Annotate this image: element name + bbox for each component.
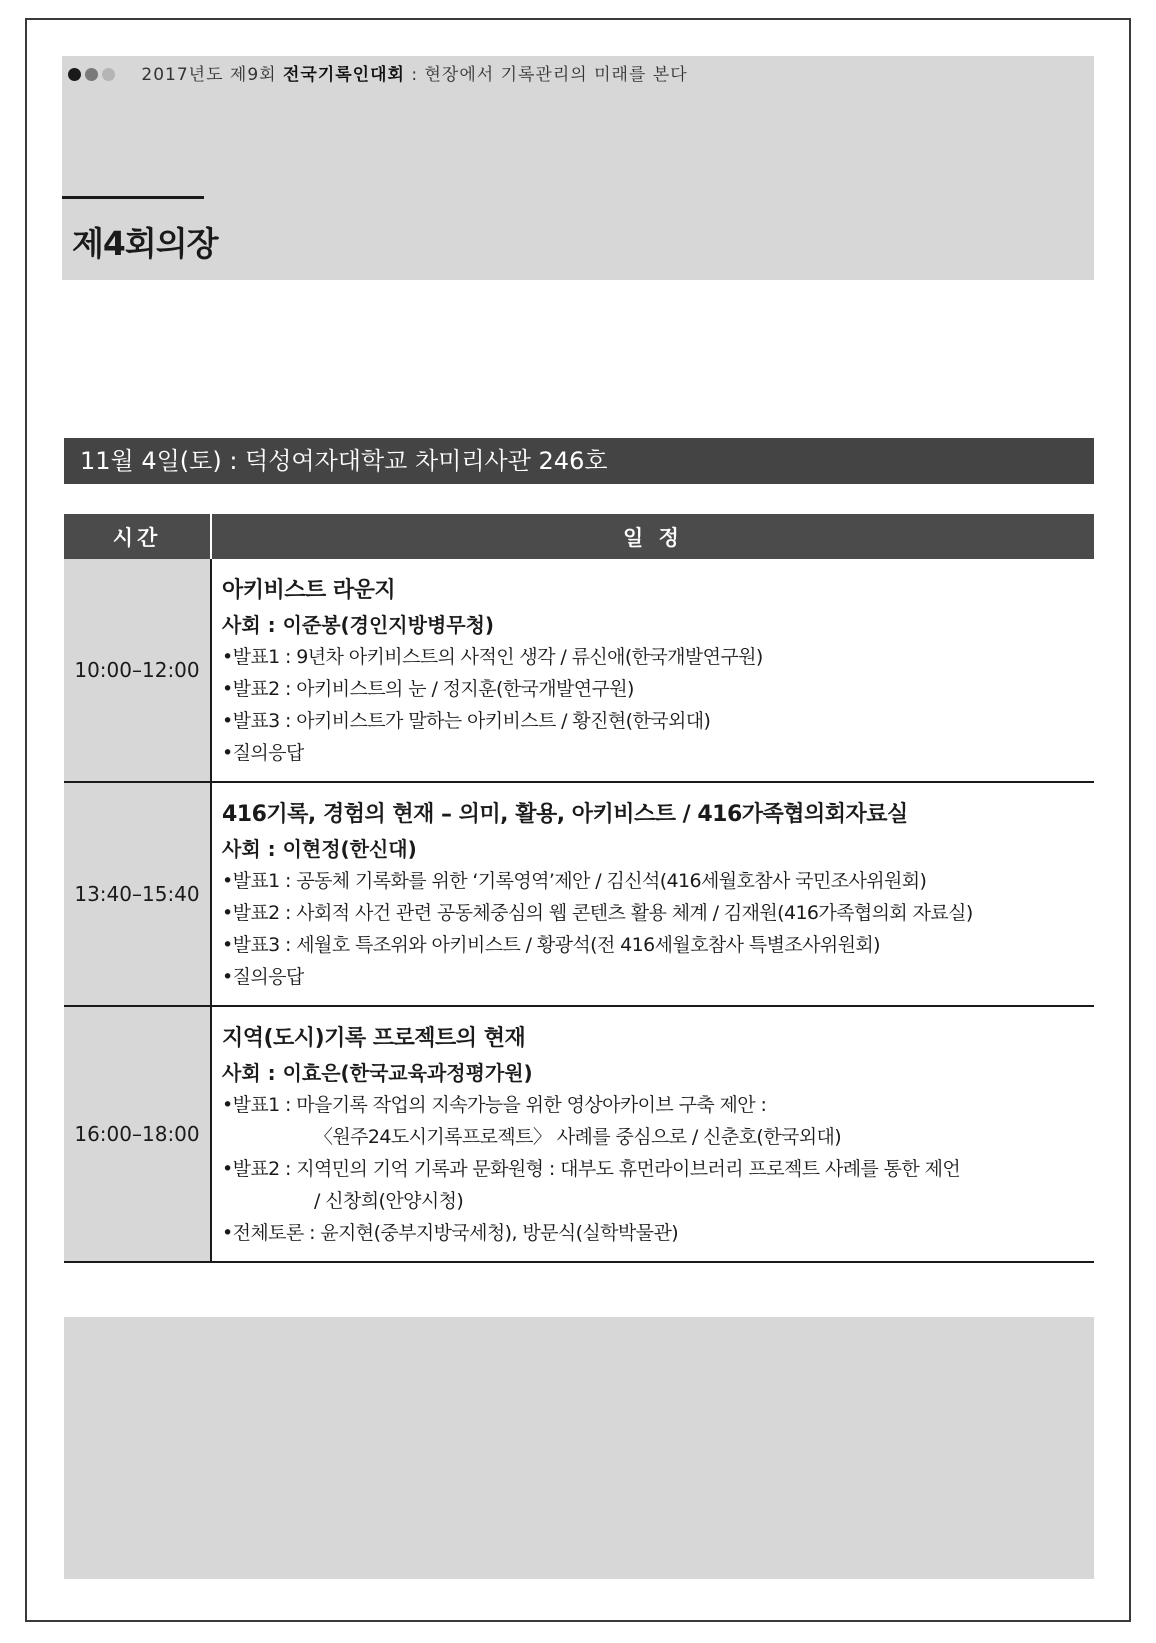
moderator: 사회 : 이준봉(경인지방병무청) — [222, 613, 495, 637]
footer-band — [64, 1317, 1094, 1579]
moderator: 사회 : 이현정(한신대) — [222, 837, 417, 861]
program-cell — [211, 559, 1094, 782]
table-row — [64, 559, 1094, 782]
time-column-header: 시간 — [64, 514, 211, 559]
header-band — [62, 56, 1094, 280]
running-head-prefix: 2017년도 제9회 — [141, 65, 277, 85]
list-item: •발표2 : 사회적 사건 관련 공동체중심의 웹 콘텐츠 활용 체계 / 김재원(416가족협의회 자료실) — [222, 902, 973, 924]
title-rule — [62, 196, 204, 199]
dot-3 — [102, 68, 115, 81]
list-item: •발표2 : 아키비스트의 눈 / 정지훈(한국개발연구원) — [222, 678, 634, 700]
list-item-continuation: / 신창희(안양시청) — [314, 1190, 464, 1212]
program-title: 아키비스트 라운지 — [222, 578, 396, 603]
program-title: 지역(도시)기록 프로젝트의 현재 — [222, 1026, 526, 1051]
list-item: •전체토론 : 윤지현(중부지방국세청), 방문식(실학박물관) — [222, 1222, 679, 1244]
program-column-header: 일 정 — [211, 514, 1094, 559]
table-row — [64, 782, 1094, 1006]
list-item — [222, 1089, 1094, 1153]
running-head — [68, 60, 688, 85]
time-cell: 16:00–18:00 — [64, 1006, 211, 1262]
program-cell — [211, 1006, 1094, 1262]
dot-1 — [68, 68, 81, 81]
dot-2 — [85, 68, 98, 81]
page-title: 제4회의장 — [72, 224, 218, 263]
program-title: 416기록, 경험의 현재 – 의미, 활용, 아키비스트 / 416가족협의회자료실 — [222, 802, 908, 827]
bullet-dots-icon — [68, 65, 119, 85]
event-name: 전국기록인대회 — [282, 65, 405, 85]
event-slogan: : 현장에서 기록관리의 미래를 본다 — [411, 65, 688, 85]
list-item-text: •발표1 : 마을기록 작업의 지속가능을 위한 영상아카이브 구축 제안 : — [222, 1094, 767, 1116]
time-cell: 10:00–12:00 — [64, 559, 211, 782]
list-item: •발표1 : 9년차 아키비스트의 사적인 생각 / 류신애(한국개발연구원) — [222, 646, 763, 668]
program-cell — [211, 782, 1094, 1006]
list-item: •질의응답 — [222, 966, 304, 988]
list-item: •발표3 : 아키비스트가 말하는 아키비스트 / 황진현(한국외대) — [222, 710, 711, 732]
list-item: •발표1 : 공동체 기록화를 위한 ‘기록영역’제안 / 김신석(416세월호참사 국민조사위원회) — [222, 870, 927, 892]
time-cell: 13:40–15:40 — [64, 782, 211, 1006]
date-venue-bar: 11월 4일(토) : 덕성여자대학교 차미리사관 246호 — [64, 438, 1094, 484]
list-item-text: •발표2 : 지역민의 기억 기록과 문화원형 : 대부도 휴먼라이브러리 프로젝트 사례를 통한 제언 — [222, 1158, 961, 1180]
table-row — [64, 1006, 1094, 1262]
list-item: •질의응답 — [222, 742, 304, 764]
list-item-continuation: 〈원주24도시기록프로젝트〉 사례를 중심으로 / 신춘호(한국외대) — [314, 1126, 842, 1148]
table-header-row — [64, 514, 1094, 559]
schedule-table — [64, 514, 1094, 1263]
list-item — [222, 1153, 1094, 1217]
list-item: •발표3 : 세월호 특조위와 아키비스트 / 황광석(전 416세월호참사 특별조사위원회) — [222, 934, 880, 956]
moderator: 사회 : 이효은(한국교육과정평가원) — [222, 1061, 533, 1085]
